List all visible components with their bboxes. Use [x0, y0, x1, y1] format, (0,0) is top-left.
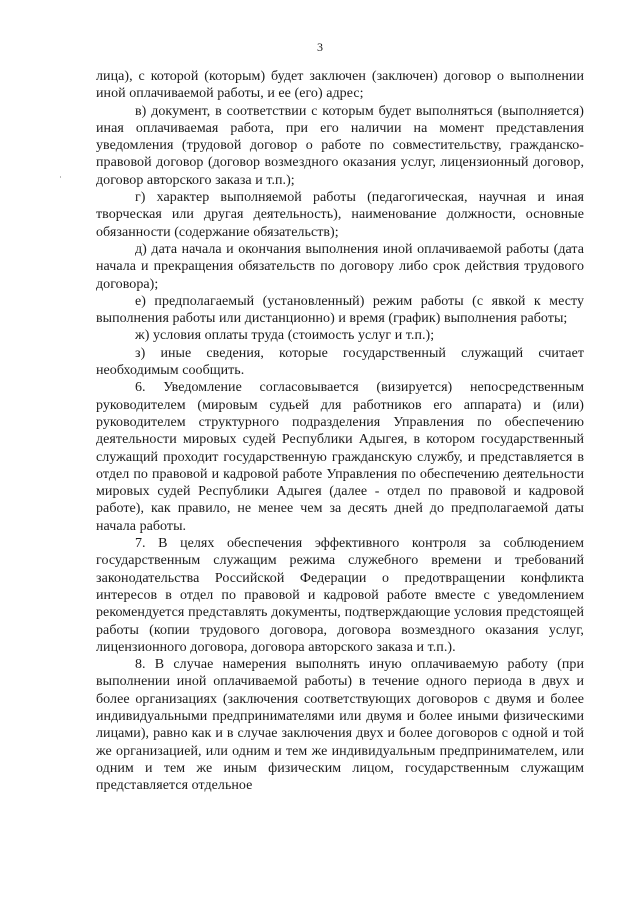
paragraph-item-zh: ж) условия оплаты труда (стоимость услуг и т.п.);	[135, 328, 435, 344]
paragraph-section-8: 8. В случае намерения выполнять иную оплачиваемую работу (при выполнении иной оплачиваемой работы) в течение одного периода в двух и более организациях (заключения соответствующих договоров с двумя и более индивидуальными предпринимателями или двумя и более иными физическими лицами), равно как и в случае заключения двух и более договоров с одной и той же организацией, или одним и тем же индивидуальным предпринимателем, или одним и тем же иным физическим лицом, государственным служащим представляется отдельное	[96, 657, 584, 794]
paragraph-item-v: в) документ, в соответствии с которым будет выполняться (выполняется) иная оплачиваемая работа, при его наличии на момент представления уведомления (трудовой договор о работе по совместительству, гражданско-правовой договор (договор возмездного оказания услуг, лицензионный договор, договор авторского заказа и т.п.);	[96, 103, 584, 188]
paragraph-item-g: г) характер выполняемой работы (педагогическая, научная и иная творческая или другая деятельность), наименование должности, основные обязанности (содержание обязательств);	[96, 190, 584, 240]
paragraph-item-d: д) дата начала и окончания выполнения иной оплачиваемой работы (дата начала и прекращения обязательств по договору либо срок действия трудового договора);	[96, 241, 584, 292]
paragraph-section-7: 7. В целях обеспечения эффективного контроля за соблюдением государственным служащим режима служебного времени и требований законодательства Российской Федерации о предотвращении конфликта интересов в отдел по правовой и кадровой работе вместе с уведомлением рекомендуется представлять документы, подтверждающие условия предстоящей работы (копии трудового договора, договора возмездного оказания услуг, лицензионного договора, договора авторского заказа и т.п.).	[96, 536, 584, 655]
paragraph-item-e: е) предполагаемый (установленный) режим работы (с явкой к месту выполнения работы или дистанционно) и время (график) выполнения работы;	[96, 293, 584, 327]
paragraph-continuation: лица), с которой (которым) будет заключен (заключен) договор о выполнении иной оплачиваемой работы, и ее (его) адрес;	[96, 69, 584, 102]
margin-mark	[60, 176, 61, 178]
page-number: 3	[317, 40, 323, 54]
paragraph-section-6: 6. Уведомление согласовывается (визируется) непосредственным руководителем (мировым судьей для работников его аппарата) и (или) руководителем структурного подразделения Управления по обеспечению деятельности мировых судей Республики Адыгея, в котором государственный служащий проходит государственную гражданскую службу, и представляется в отдел по правовой и кадровой работе Управления по обеспечению деятельности мировых судей Республики Адыгея (далее - отдел по правовой и кадровой работе), как правило, не менее чем за десять дней до предполагаемой даты начала работы.	[96, 380, 584, 534]
paragraph-item-z: з) иные сведения, которые государственный служащий считает необходимым сообщить.	[96, 345, 584, 379]
document-body	[96, 68, 584, 794]
